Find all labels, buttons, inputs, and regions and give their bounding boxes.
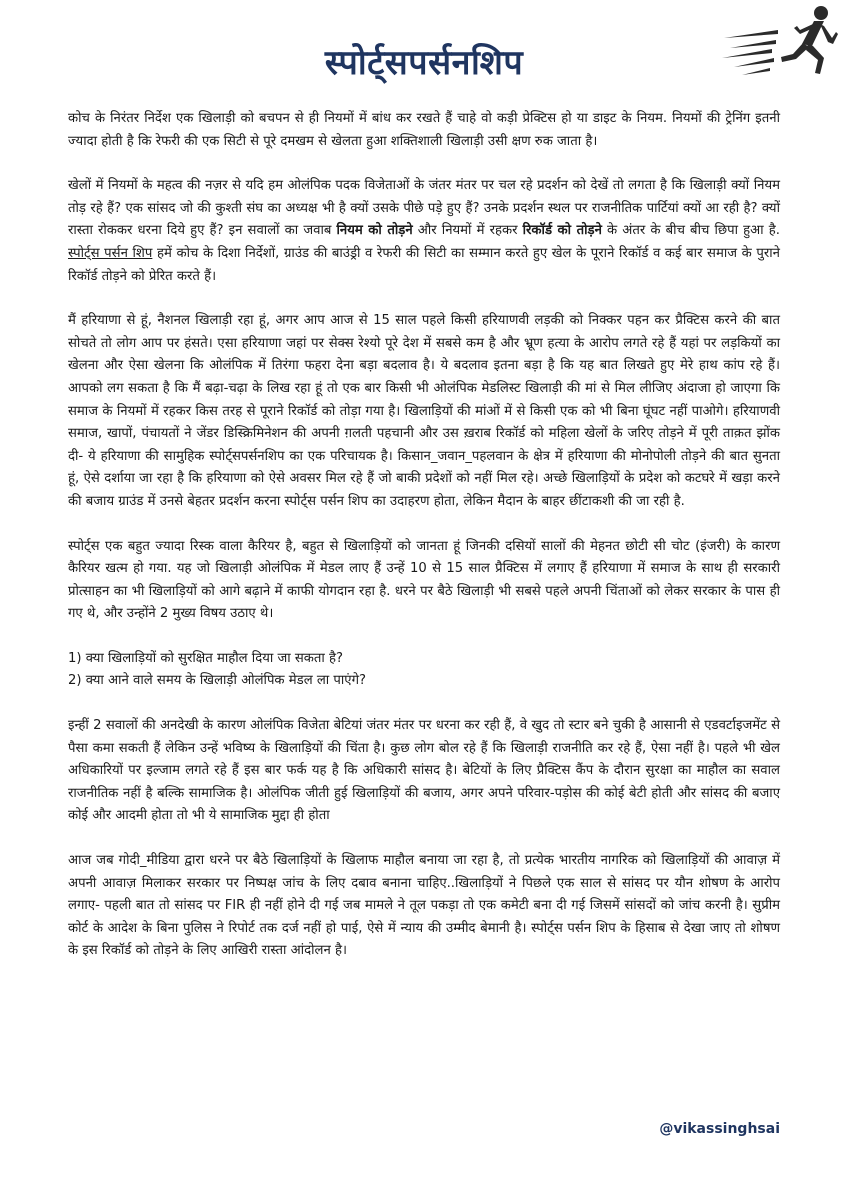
question-2: 2) क्या आने वाले समय के खिलाड़ी ओलंपिक मेडल ला पाएंगे? bbox=[68, 673, 366, 689]
paragraph-2-text-d: के अंतर के बीच बीच छिपा हुआ है. bbox=[601, 223, 780, 239]
paragraph-2-text-c: और नियमों में रहकर bbox=[412, 223, 523, 239]
emphasis-break-rules: नियम को तोड़ने bbox=[336, 223, 413, 239]
paragraph-5: इन्हीं 2 सवालों की अनदेखी के कारण ओलंपिक विजेता बेटियां जंतर मंतर पर धरना कर रही हैं, वे खुद तो स्टार बने चुकी है आसानी से एडवर्टाइजमेंट से पैसा कमा सकती हैं लेकिन उन्हें भविष्य के खिलाड़ियों की चिंता है। कुछ लोग बोल रहे हैं कि खिलाड़ी राजनीति कर रहे हैं, ऐसा नहीं है। पहले भी खेल अधिकारियों पर इल्जाम लगते रहे हैं इस बार फर्क यह है कि अधिकारी सांसद है। बेटियों के लिए प्रैक्टिस कैंप के दौरान सुरक्षा का माहौल का सवाल राजनीतिक नहीं है बल्कि सामाजिक है। ओलंपिक जीती हुई खिलाड़ियों की बजाय, अगर अपने परिवार-पड़ोस की कोई बेटी होती और सांसद की बजाए कोई और आदमी होता तो भी ये सामाजिक मुद्दा ही होता bbox=[68, 718, 780, 824]
question-1: 1) क्या खिलाड़ियों को सुरक्षित माहौल दिया जा सकता है? bbox=[68, 650, 344, 666]
paragraph-6: आज जब गोदी_मीडिया द्वारा धरने पर बैठे खिलाड़ियों के खिलाफ माहौल बनाया जा रहा है, तो प्रत्येक भारतीय नागरिक को खिलाड़ियों की आवाज़ में अपनी आवाज़ मिलाकर सरकार पर निष्पक्ष जांच के लिए दबाव बनाना चाहिए..खिलाड़ियों ने पिछले एक साल से सांसद पर यौन शोषण के आरोप लगाए- पहली बात तो सांसद पर FIR ही नहीं होने दी गई जब मामले ने तूल पकड़ा तो एक कमेटी बना दी गई जिसमें सांसदों को जांच करनी है। सुप्रीम कोर्ट के आदेश के बिना पुलिस ने रिपोर्ट तक दर्ज नहीं हो पाई, ऐसे में न्याय की उम्मीद बेमानी है। स्पोर्ट्स पर्सन शिप के हिसाब से देखा जाए तो शोषण के इस रिकॉर्ड को तोड़ने के लिए आखिरी रास्ता आंदोलन है। bbox=[68, 853, 780, 959]
paragraph-2-text-e: हमें कोच के दिशा निर्देशों, ग्राउंड की बाउंड्री व रेफरी की सिटी का सम्मान करते हुए खेल के पूराने रिकॉर्ड व कई बार समाज के पुराने रिकॉर्ड तोड़ने को प्रेरित करते हैं। bbox=[68, 245, 780, 284]
paragraph-1: कोच के निरंतर निर्देश एक खिलाड़ी को बचपन से ही नियमों में बांध कर रखते हैं चाहे वो कड़ी प्रेक्टिस हो या डाइट के नियम. नियमों की ट्रेनिंग इतनी ज्यादा होती है कि रेफरी की एक सिटी से पूरे दमखम से खेलता हुआ शक्तिशाली खिलाड़ी उसी क्षण रुक जाता है। bbox=[68, 111, 780, 149]
paragraph-3: मैं हरियाणा से हूं, नैशनल खिलाड़ी रहा हूं, अगर आप आज से 15 साल पहले किसी हरियाणवी लड़की को निक्कर पहन कर प्रैक्टिस करने की बात सोचते तो लोग आप पर हंसते। एसा हरियाणा जहां पर सेक्स रेश्यो पूरे देश में सबसे कम है और भ्रूण हत्या के आरोप लगते रहे हैं यहां पर लड़कियों का खेलना और ऐसा खेलना कि ओलंपिक में तिरंगा फहरा देना बड़ा बदलाव है। ये बदलाव इतना बड़ा है कि यह बात लिखते हुए मेरे हाथ कांप रहे हैं। आपको लग सकता है कि मैं बढ़ा-चढ़ा के लिख रहा हूं तो एक बार किसी भी ओलंपिक मेडलिस्ट खिलाड़ी की मां से मिल लीजिए अंदाजा हो जाएगा कि समाज के नियमों में रहकर किस तरह से पूराने रिकॉर्ड को तोड़ा गया है। खिलाड़ियों की मांओं में से किसी एक को भी बिना घूंघट नहीं पाओगे। हरियाणवी समाज, खापों, पंचायतों ने जेंडर डिस्क्रिमिनेशन की अपनी ग़लती पहचानी और उस ख़राब रिकॉर्ड को महिला खेलों के जरिए तोड़ने में पूरी ताक़त झोंक दी- ये हरियाणा की सामुहिक स्पोर्ट्सपर्सनशिप का एक परिचायक है। किसान_जवान_पहलवान के क्षेत्र में हरियाणा की मोनोपोली तोड़ने की बात सुनता हूं, ऐसे दर्शाया जा रहा है कि हरियाणा को ऐसे अवसर मिल रहे हैं जो बाकी प्रदेशों को नहीं मिल रहे। अच्छे खिलाड़ियों के प्रदेश को कटघरे में खड़ा करने की बजाय ग्राउंड में उनसे बेहतर प्रदर्शन करना स्पोर्ट्स पर्सन शिप का उदाहरण होता, लेकिन मैदान के बाहर छींटाकशी की जा रही है. bbox=[68, 313, 780, 509]
sportsmanship-link[interactable]: स्पोर्ट्स पर्सन शिप bbox=[68, 245, 153, 261]
paragraph-2 bbox=[68, 175, 780, 288]
emphasis-break-records: रिकॉर्ड को तोड़ने bbox=[522, 223, 602, 239]
paragraph-4: स्पोर्ट्स एक बहुत ज्यादा रिस्क वाला कैरियर है, बहुत से खिलाड़ियों को जानता हूं जिनकी दसियों सालों की मेहनत छोटी सी चोट (इंजरी) के कारण कैरियर खत्म हो गया. यह जो खिलाड़ी ओलंपिक में मेडल लाए हैं उन्हें 10 से 15 साल प्रैक्टिस में लगाए हैं हरियाणा में समाज के साथ ही सरकारी प्रोत्साहन का भी खिलाड़ियों को आगे बढ़ाने में काफी योगदान रहा है. धरने पर बैठे खिलाड़ी भी सबसे पहले अपनी चिंताओं को लेकर सरकार के पास ही गए थे, और उन्होंने 2 मुख्य विषय उठाए थे। bbox=[68, 538, 780, 622]
author-handle[interactable]: @vikassinghsai bbox=[659, 1121, 780, 1137]
article-body bbox=[68, 108, 780, 985]
page-title: स्पोर्ट्सपर्सनशिप bbox=[324, 43, 524, 83]
paragraph-2-text-a: खेलों में नियमों के महत्व की नज़र से यदि हम ओलंपिक पदक विजेताओं के जंतर मंतर पर चल रहे प्रदर्शन को देखें तो लगता है कि खिलाड़ी क्यों नियम तोड़ रहे हैं? एक सांसद जो की कुश्ती संघ का अध्यक्ष भी है क्यों उसके पीछे पड़े हुए हैं? उनके प्रदर्शन स्थल पर राजनीतिक पार्टियां क्यों आ रही है? क्यों रास्ता रोककर धरना दिये हुए हैं? इन सवालों का जवाब bbox=[68, 178, 780, 239]
